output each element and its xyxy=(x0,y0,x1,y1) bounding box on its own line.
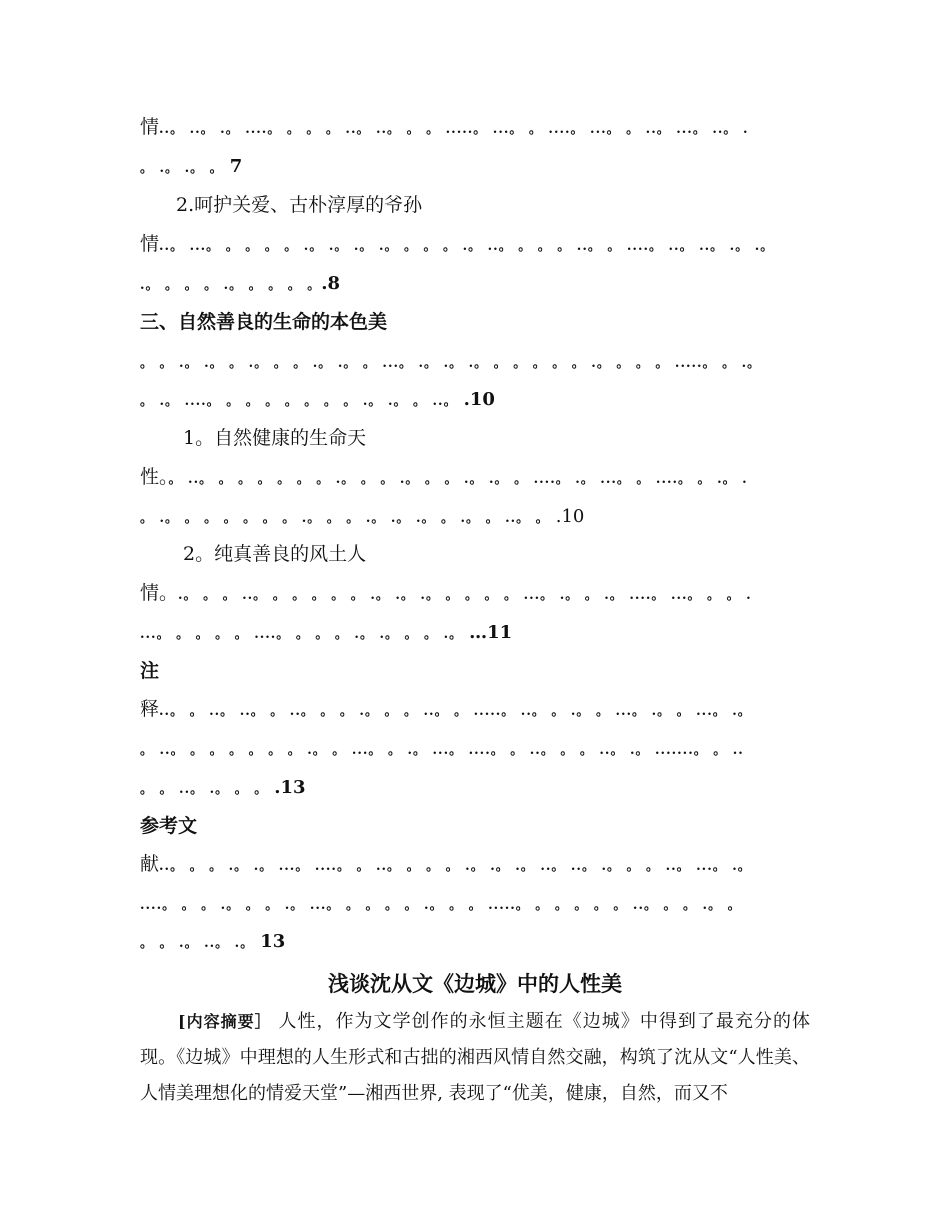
toc-subheading: 2。纯真善良的风土人 xyxy=(183,543,367,565)
toc-line xyxy=(140,115,810,142)
toc-line xyxy=(140,232,810,259)
abstract-text: 人性，作为文学创作的永恒主题在《边城》中得到了最充分的体现。《边城》中理想的人生形式和古拙的湘西风情自然交融，构筑了沈从文“人性美、人情美理想化的情爱天堂”—湘西世界, 表现了“优美，健康，自然，而又不 xyxy=(140,1011,811,1104)
toc-page-number: .13 xyxy=(274,777,306,798)
toc-line xyxy=(140,581,810,608)
toc-leader-dots: .。 。 。 。 .。 。 。 。 。 xyxy=(140,278,322,293)
toc-line xyxy=(140,929,810,956)
toc-line xyxy=(140,620,810,647)
toc-leader-dots: 。 ..。 。 。 。 。 。 。 .。 。 。 .。 。 。 .。 .。 。 ....。 .。 ...。 。 ....。 。 .。 . xyxy=(168,472,748,487)
toc-leader-dots: 。 .。 .。 。 xyxy=(140,161,224,176)
toc-line xyxy=(140,736,810,763)
toc-line xyxy=(140,852,810,879)
toc-entry-lead: 情 xyxy=(140,116,160,138)
abstract-paragraph xyxy=(140,1004,810,1112)
toc-page-number: 13 xyxy=(260,931,286,952)
toc-line xyxy=(140,349,810,376)
toc-leader-dots: ..。 。 ..。 ..。 。 ..。 。 。 .。 。 。 ..。 。 .....。 ..。 。 .。 。 ...。 .。 。 ...。 .。 xyxy=(159,704,752,719)
toc-page-number: …11 xyxy=(469,622,513,643)
toc-entry-lead: 情 xyxy=(140,233,160,255)
toc-leader-dots: ....。 。 。 .。 。 。 .。 ...。 。 。 。 。 .。 。 。 .....。 。 。 。 。 。 ..。 。 。 .。 。 xyxy=(140,898,742,913)
toc-entry-lead: 性。 xyxy=(140,466,169,488)
toc-entry-lead: 献 xyxy=(140,853,160,875)
toc-leader-dots: 。 .。 ....。 。 。 。 。 。 。 。 .。 .。 。 ..。 xyxy=(140,394,458,409)
toc-leader-dots: 。 。 .。 .。 。 .。 。 。 .。 .。 。 ...。 .。 .。 .。 。 。 。 。 。 .。 。 。 。 .....。 。 .。 xyxy=(140,356,762,371)
toc-subheading: 2.呵护关爱、古朴淳厚的爷孙 xyxy=(176,194,423,216)
toc-section-heading: 参考文 xyxy=(140,815,198,837)
toc-line xyxy=(140,465,810,492)
toc-line xyxy=(140,504,810,531)
toc-page-number: 7 xyxy=(229,156,243,177)
toc-leader-dots: ..。 ...。 。 。 。 。 .。 .。 .。 .。 。 。 。 .。 ..。 。 。 。 ..。 。 ....。 ..。 ..。 .。 .。 xyxy=(159,239,775,254)
toc-leader-dots: 。 。 ..。 .。 。 。 xyxy=(140,782,269,797)
article-title: 浅谈沈从文《边城》中的人性美 xyxy=(328,971,622,996)
toc-leader-dots: ..。 。 。 .。 .。 ...。 ....。 。 ..。 。 。 。 .。 .。 .。 ..。 ..。 .。 。 。 ..。 ...。 .。 xyxy=(159,859,752,874)
toc-leader-dots: 。 .。 。 。 。 。 。 。 .。 。 。 .。 .。 .。 。 .。 。 ..。 。 xyxy=(140,511,550,526)
toc-section-heading: 三、自然善良的生命的本色美 xyxy=(140,311,388,333)
toc-line xyxy=(140,271,810,298)
toc-line xyxy=(140,387,810,414)
toc-leader-dots: ..。 ..。 .。 ....。 。 。 。 ..。 ..。 。 。 .....。 ...。 。 ....。 ...。 。 ..。 ...。 ..。 . xyxy=(159,122,749,137)
abstract-label: [内容摘要］ xyxy=(178,1012,272,1031)
toc-line xyxy=(140,775,810,802)
toc-leader-dots: 。 ..。 。 。 。 。 。 。 .。 。 ...。 。 .。 ...。 ....。 。 ..。 。 。 ..。 .。 .......。 。 .. xyxy=(140,743,744,758)
toc-page-number: .10 xyxy=(555,506,585,527)
toc-section-heading: 注 xyxy=(140,660,160,682)
toc-line xyxy=(140,891,810,918)
toc-page-number: .10 xyxy=(463,389,495,410)
toc-line xyxy=(140,154,810,181)
toc-leader-dots: .。 。 。 ..。 。 。 。 。 。 .。 .。 .。 。 。 。 。 ...。 .。 。 .。 ....。 ...。 。 。 . xyxy=(178,588,752,603)
toc-line xyxy=(140,697,810,724)
toc-leader-dots: ...。 。 。 。 。 ....。 。 。 。 .。 .。 。 。 .。 xyxy=(140,627,464,642)
toc-subheading: 1。自然健康的生命天 xyxy=(183,427,367,449)
toc-page-number: .8 xyxy=(321,273,341,294)
toc-leader-dots: 。 。 .。 ..。 .。 xyxy=(140,936,255,951)
toc-entry-lead: 情。 xyxy=(140,582,179,604)
toc-entry-lead: 释 xyxy=(140,698,160,720)
